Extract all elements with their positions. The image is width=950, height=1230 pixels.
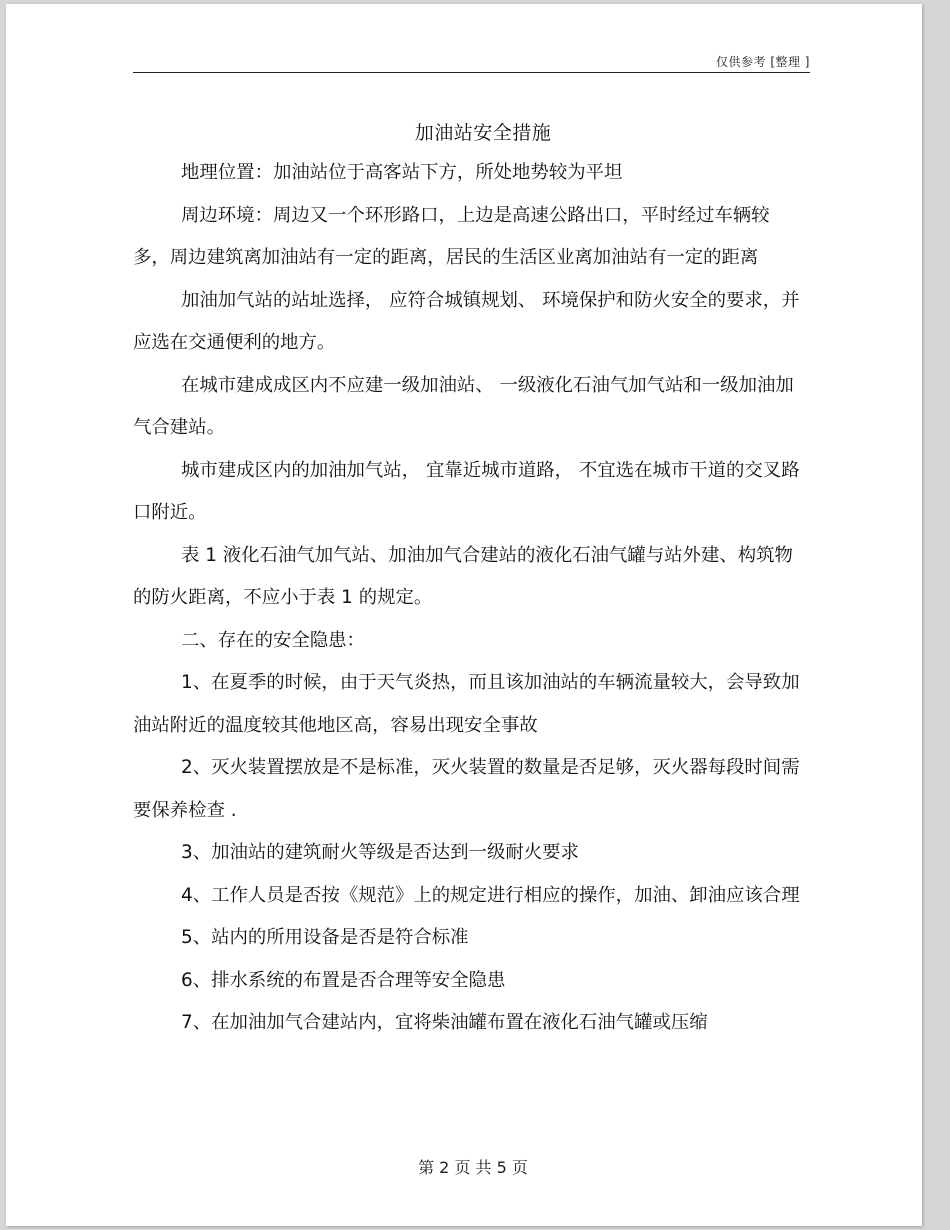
list-item-hazard-4: 4、工作人员是否按《规范》上的规定进行相应的操作，加油、卸油应该合理 [181,884,800,906]
document-title: 加油站安全措施 [414,122,552,144]
paragraph-location: 地理位置：加油站位于高客站下方，所处地势较为平坦 [181,162,623,183]
paragraph-surroundings: 周边环境：周边又一个环形路口，上边是高速公路出口，平时经过车辆较多，周边建筑离加油站有一定的距离，居民的生活区业离加油站有一定的距离 [133,204,770,268]
header-rule [133,72,810,73]
page-footer: 第 2 页 共 5 页 [418,1158,528,1177]
paragraph-site-selection: 加油加气站的站址选择， 应符合城镇规划、 环境保护和防火安全的要求，并应选在交通便利的地方。 [133,289,800,353]
paragraph-urban-restriction: 在城市建成成区内不应建一级加油站、 一级液化石油气加气站和一级加油加气合建站。 [133,374,794,438]
section-heading-hazards: 二、存在的安全隐患： [181,629,365,651]
paragraph-urban-road: 城市建成区内的加油加气站， 宜靠近城市道路， 不宜选在城市干道的交叉路口附近。 [133,459,800,523]
document-body [133,152,803,1045]
page-header: 仅供参考 [整理 ] [716,55,810,69]
paragraph-table-reference: 表 1 液化石油气加气站、加油加气合建站的液化石油气罐与站外建、构筑物的防火距离，不应小于表 1 的规定。 [133,544,793,608]
list-item-hazard-5: 5、站内的所用设备是否是符合标准 [181,927,469,948]
list-item-hazard-1: 1、在夏季的时候，由于天气炎热，而且该加油站的车辆流量较大，会导致加油站附近的温度较其他地区高，容易出现安全事故 [133,672,800,736]
list-item-hazard-3: 3、加油站的建筑耐火等级是否达到一级耐火要求 [181,842,579,863]
list-item-hazard-6: 6、排水系统的布置是否合理等安全隐患 [181,969,506,991]
list-item-hazard-2: 2、灭火装置摆放是不是标准，灭火装置的数量是否足够，灭火器每段时间需要保养检查 . [133,757,800,821]
list-item-hazard-7: 7、在加油加气合建站内，宜将柴油罐布置在液化石油气罐或压缩 [181,1012,708,1033]
